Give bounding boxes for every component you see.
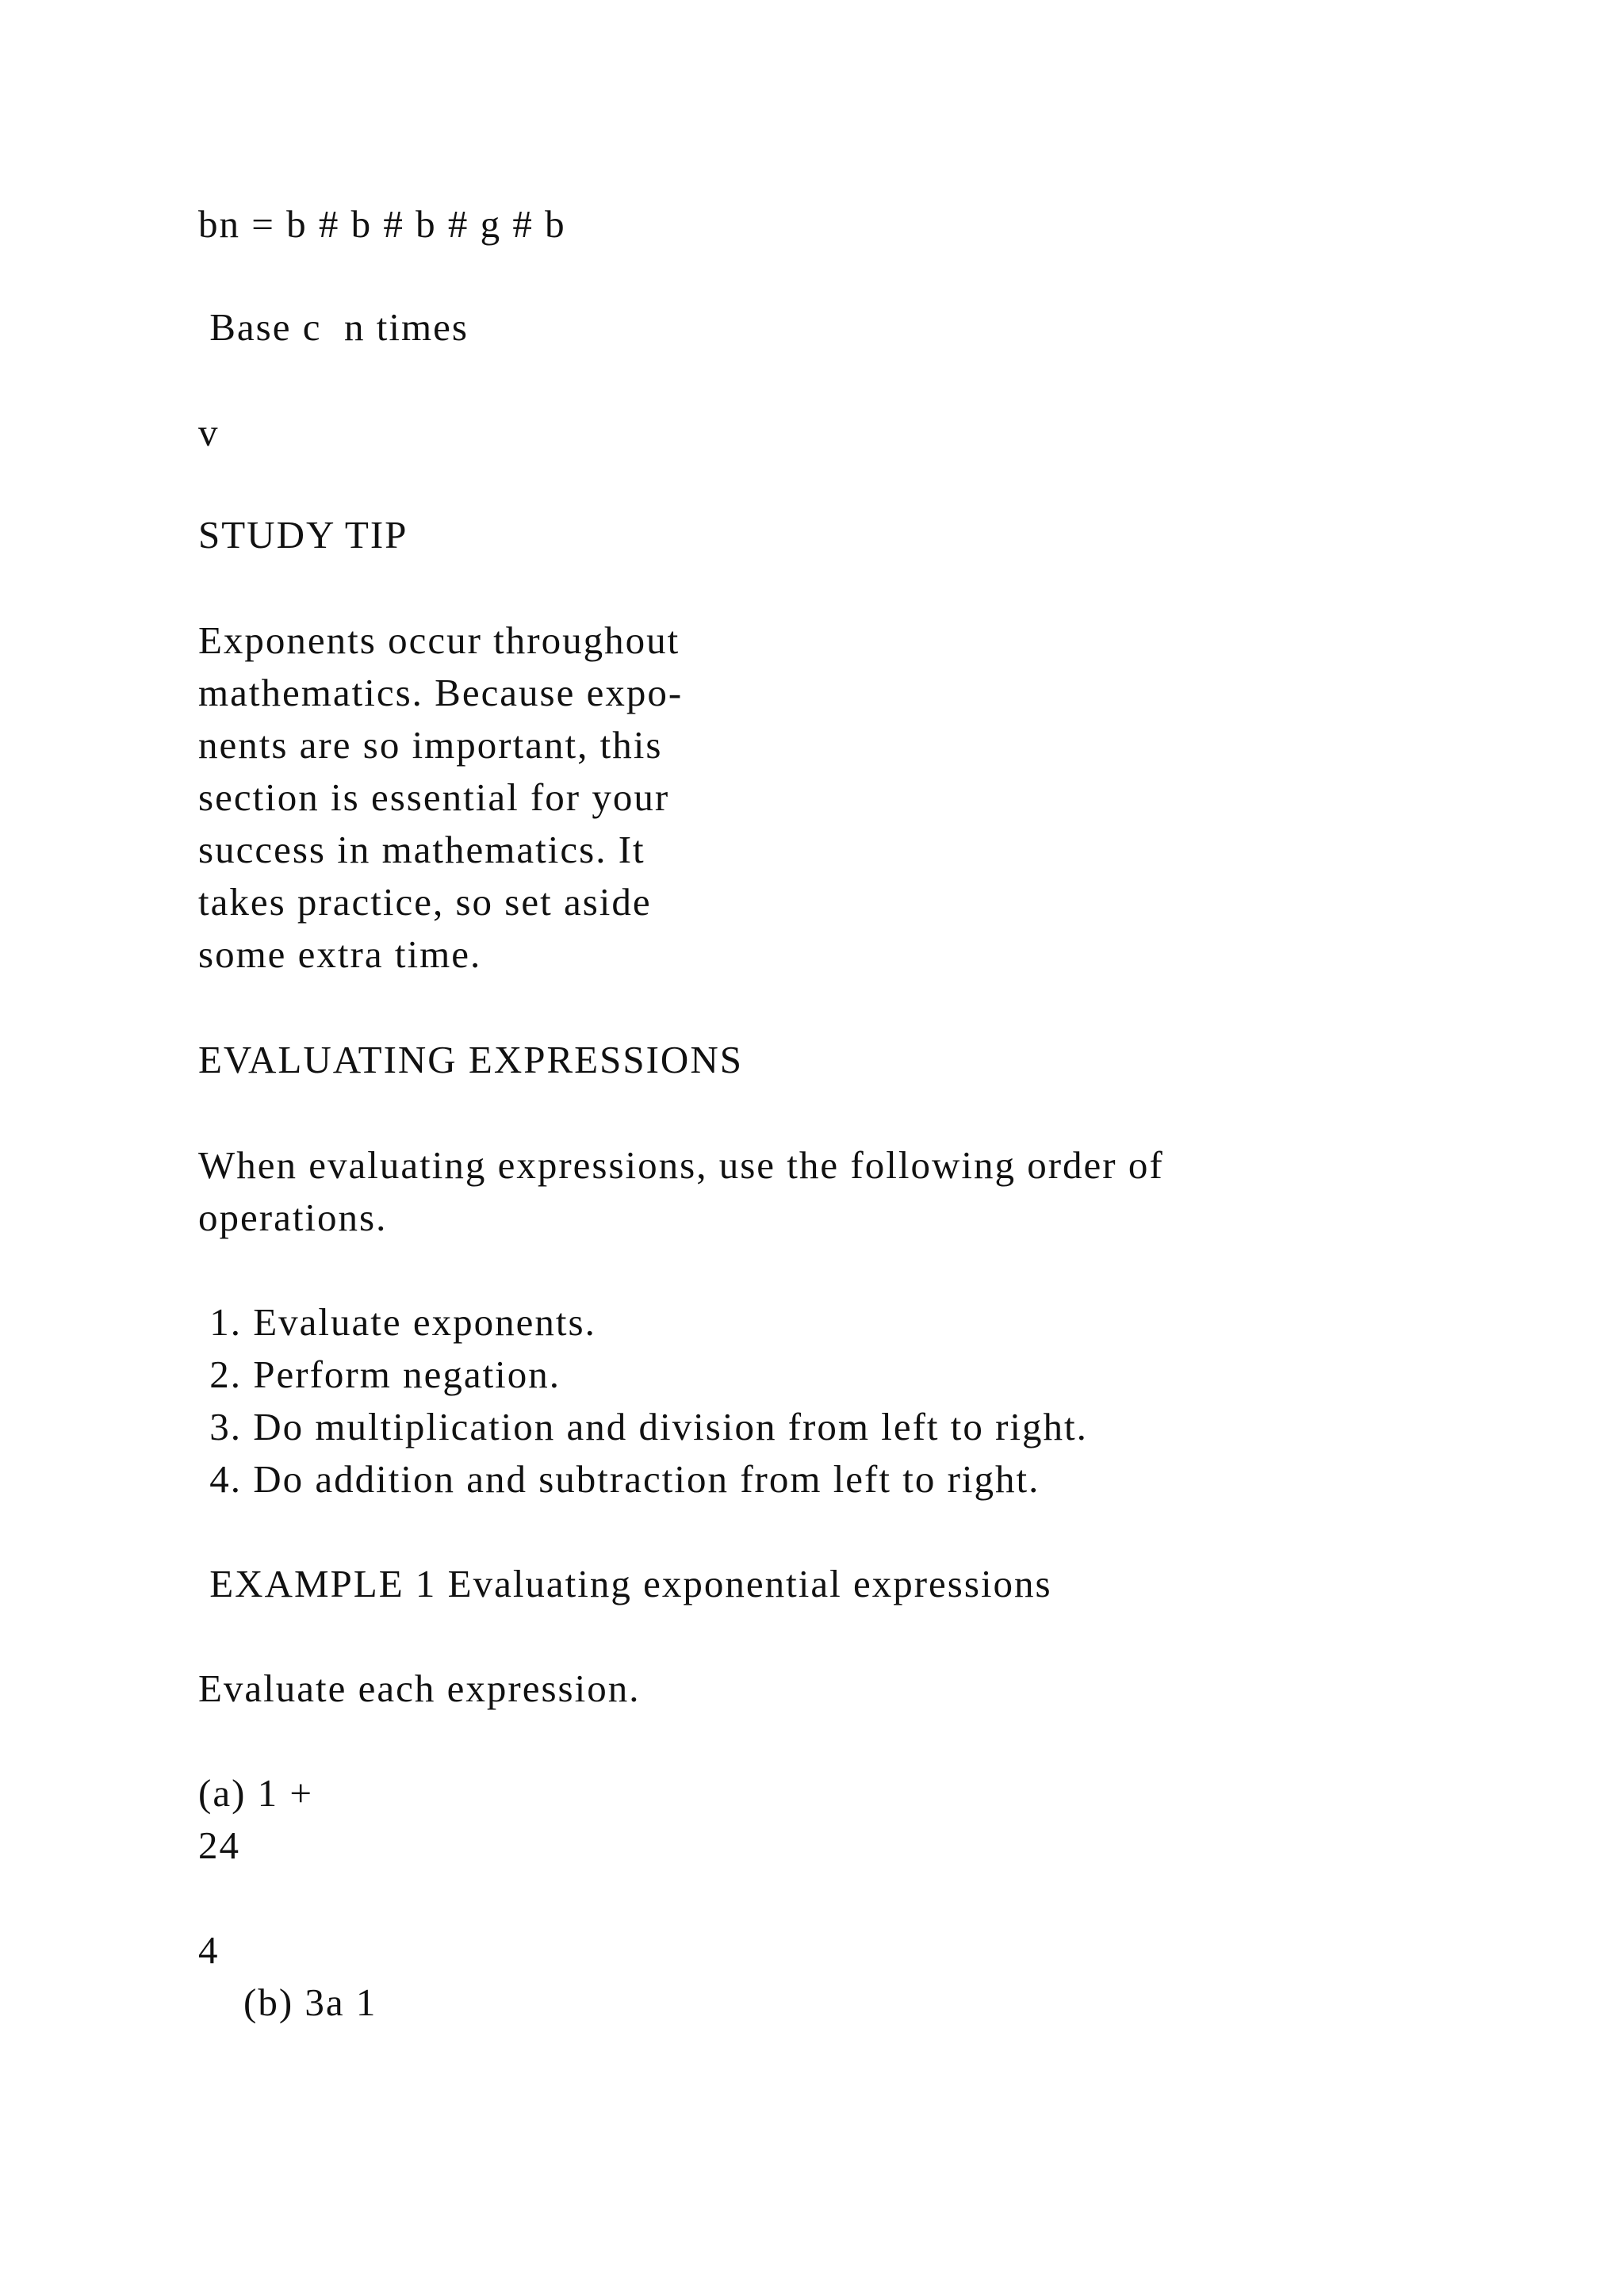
order-step: 2. Perform negation. bbox=[198, 1353, 561, 1396]
order-step: 3. Do multiplication and division from left to right. bbox=[198, 1405, 1088, 1448]
section-intro-line: operations. bbox=[198, 1196, 388, 1239]
example-part-a: (a) 1 + bbox=[198, 1771, 314, 1815]
example-instruction: Evaluate each expression. bbox=[198, 1667, 641, 1710]
study-tip-line: some extra time. bbox=[198, 932, 482, 976]
study-tip-heading: STUDY TIP bbox=[198, 513, 408, 557]
study-tip-line: success in mathematics. It bbox=[198, 828, 645, 871]
study-tip-line: mathematics. Because expo- bbox=[198, 671, 684, 714]
study-tip-line: nents are so important, this bbox=[198, 723, 663, 767]
example-part-a-value: 4 bbox=[198, 1928, 220, 1972]
section-intro-line: When evaluating expressions, use the following order of bbox=[198, 1143, 1164, 1187]
study-tip-line: Exponents occur throughout bbox=[198, 618, 680, 662]
example-part-b: (b) 3a 1 bbox=[198, 1980, 377, 2024]
formula-mark: v bbox=[198, 411, 220, 454]
exponent-formula: bn = b # b # b # g # b bbox=[198, 202, 566, 246]
example-title: EXAMPLE 1 Evaluating exponential expressions bbox=[198, 1562, 1052, 1605]
section-heading: EVALUATING EXPRESSIONS bbox=[198, 1038, 743, 1081]
study-tip-line: section is essential for your bbox=[198, 775, 670, 819]
example-part-a-value: 24 bbox=[198, 1823, 240, 1867]
order-step: 1. Evaluate exponents. bbox=[198, 1300, 596, 1344]
study-tip-line: takes practice, so set aside bbox=[198, 880, 652, 924]
formula-annotation: Base c n times bbox=[198, 305, 469, 349]
order-step: 4. Do addition and subtraction from left to right. bbox=[198, 1457, 1040, 1501]
